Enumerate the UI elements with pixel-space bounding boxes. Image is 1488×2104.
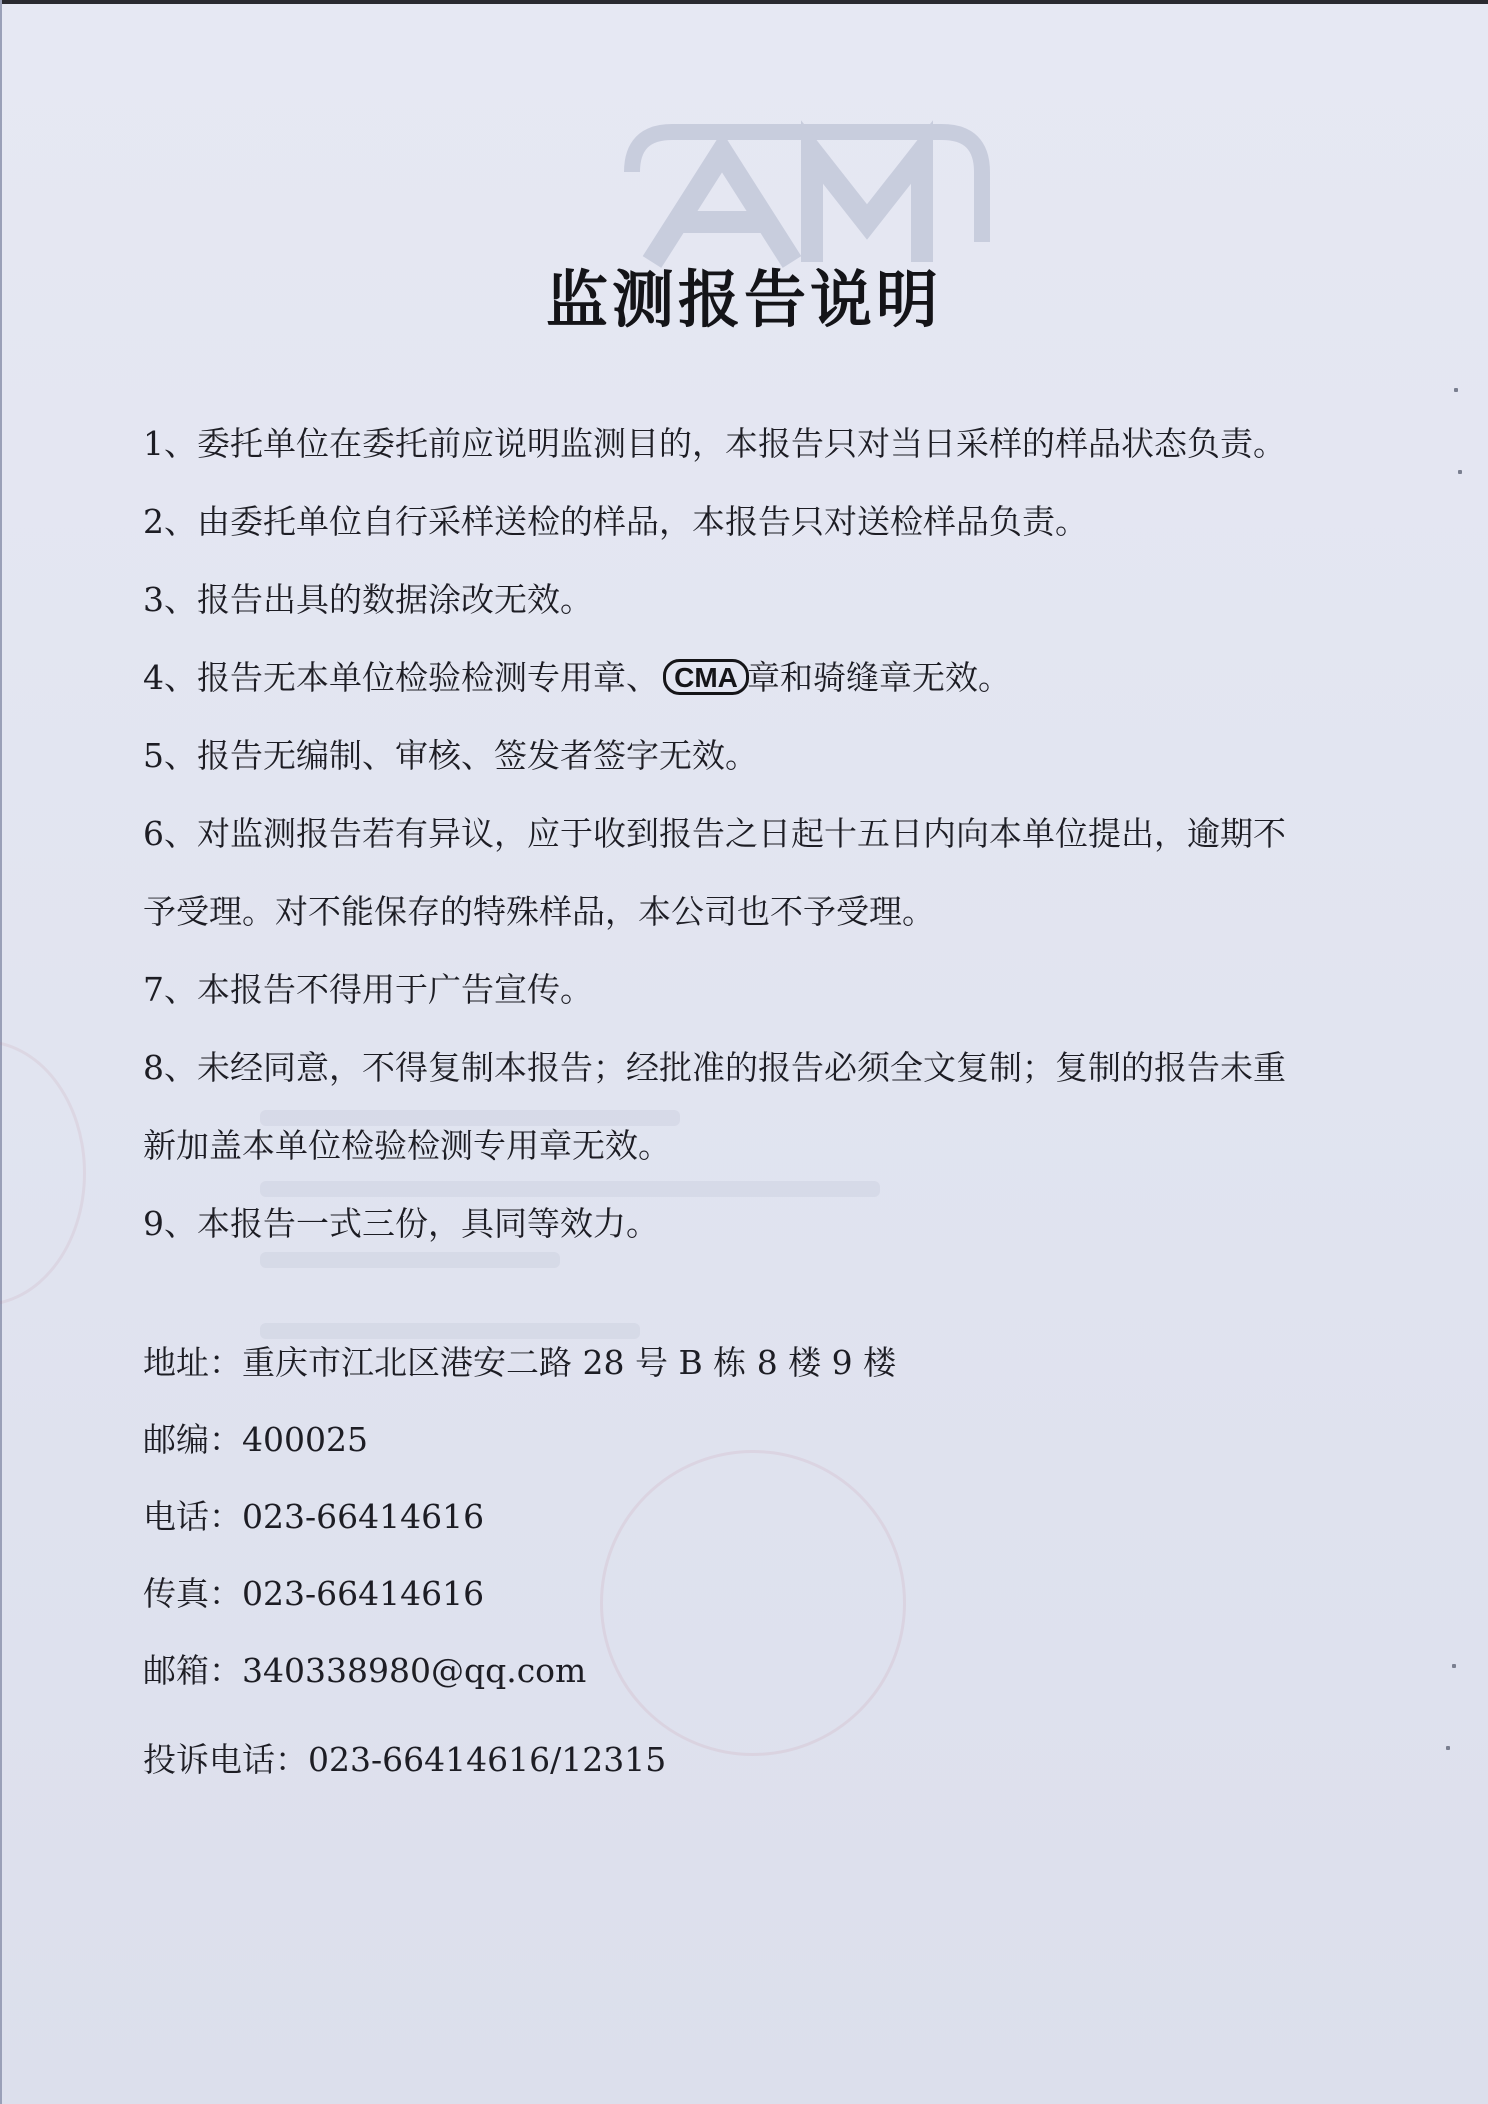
contact-info [143, 1324, 896, 1798]
note-9: 9、本报告一式三份，具同等效力。 [143, 1204, 659, 1243]
note-6: 6、对监测报告若有异议，应于收到报告之日起十五日内向本单位提出，逾期不 [143, 814, 1286, 853]
scan-speck [1446, 1746, 1450, 1750]
note-7: 7、本报告不得用于广告宣传。 [143, 970, 593, 1009]
note-8: 8、未经同意，不得复制本报告；经批准的报告必须全文复制；复制的报告未重 [143, 1048, 1286, 1087]
scan-speck [1452, 1664, 1456, 1668]
contact-phone: 电话：023-66414616 [143, 1497, 485, 1536]
notes-list [143, 405, 1363, 1263]
cma-mark-label: CMA [674, 662, 738, 693]
note-3: 3、报告出具的数据涂改无效。 [143, 580, 593, 619]
note-4-text: 4、报告无本单位检验检测专用章、 [143, 658, 659, 697]
cma-mark-icon [663, 645, 749, 693]
contact-fax: 传真：023-66414616 [143, 1574, 485, 1613]
contact-email: 邮箱：340338980@qq.com [143, 1651, 587, 1690]
bleed-through-seal-left [0, 1040, 86, 1306]
scan-speck [1458, 470, 1462, 474]
contact-address: 地址：重庆市江北区港安二路 28 号 B 栋 8 楼 9 楼 [143, 1343, 897, 1382]
note-4-suffix: 章和骑缝章无效。 [747, 658, 1011, 697]
page-title: 监测报告说明 [545, 263, 942, 336]
note-8-cont: 新加盖本单位检验检测专用章无效。 [143, 1126, 671, 1165]
note-1: 1、委托单位在委托前应说明监测目的，本报告只对当日采样的样品状态负责。 [143, 424, 1286, 463]
note-5: 5、报告无编制、审核、签发者签字无效。 [143, 736, 758, 775]
contact-complaint: 投诉电话：023-66414616/12315 [143, 1740, 667, 1779]
note-4 [143, 639, 1363, 717]
note-2: 2、由委托单位自行采样送检的样品，本报告只对送检样品负责。 [143, 502, 1088, 541]
scan-top-edge [0, 0, 1488, 4]
note-6-cont: 予受理。对不能保存的特殊样品，本公司也不予受理。 [143, 892, 935, 931]
scan-speck [1454, 388, 1458, 392]
contact-postcode: 邮编：400025 [143, 1420, 368, 1459]
